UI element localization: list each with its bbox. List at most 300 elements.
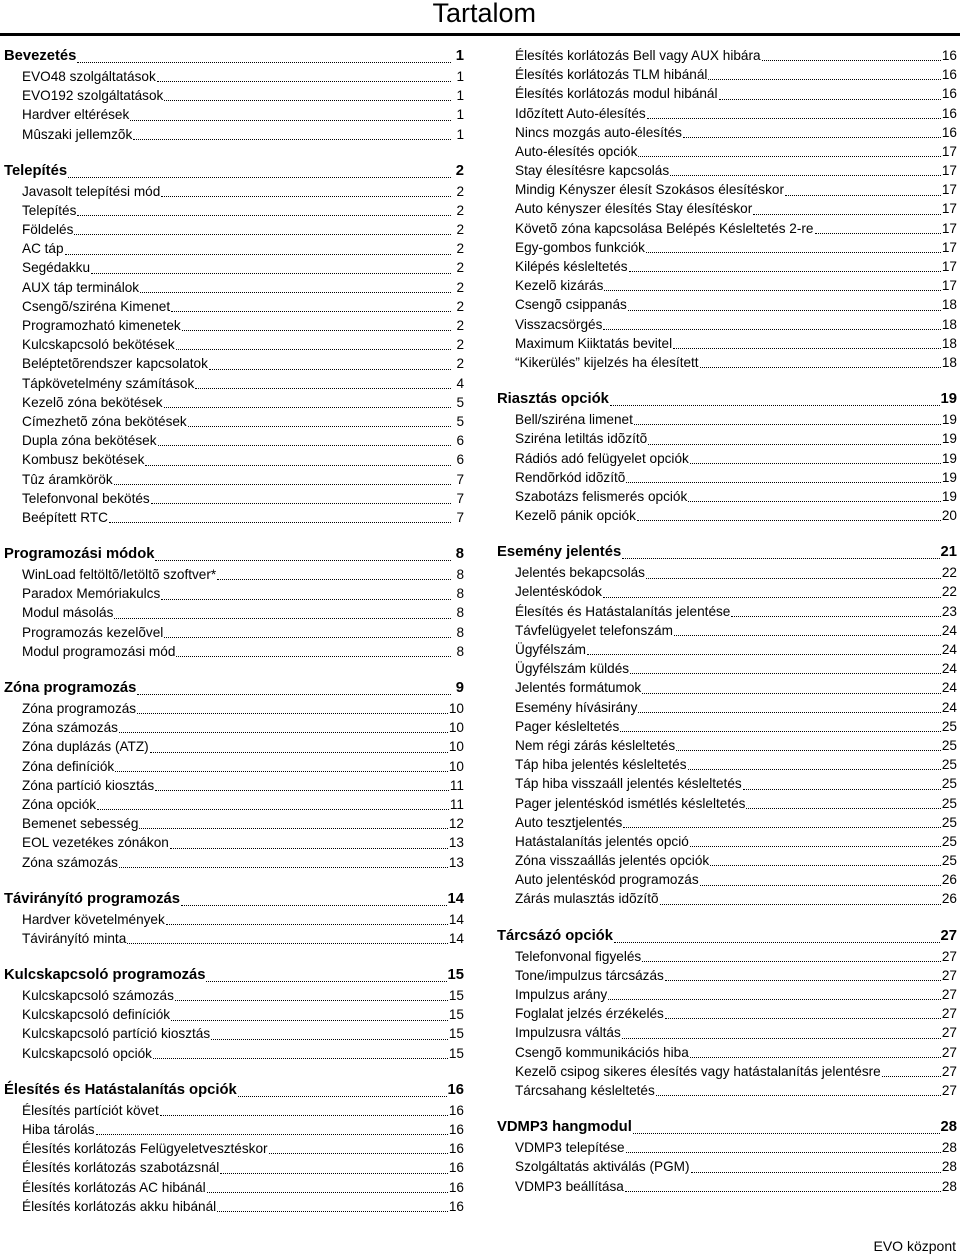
- toc-heading-page: 27: [940, 927, 957, 944]
- toc-heading-title: Kulcskapcsoló programozás: [4, 967, 206, 984]
- toc-entry[interactable]: [4, 86, 464, 105]
- toc-entry-page: 5: [456, 413, 464, 429]
- toc-entry[interactable]: [4, 1101, 464, 1120]
- toc-entry[interactable]: [497, 985, 957, 1004]
- toc-entry[interactable]: [497, 794, 957, 813]
- toc-entry-page: 28: [941, 1178, 957, 1194]
- toc-entry[interactable]: [497, 238, 957, 257]
- dot-leader: [114, 617, 451, 619]
- toc-entry[interactable]: [497, 583, 957, 602]
- toc-entry[interactable]: [4, 182, 464, 201]
- toc-entry-page: 6: [456, 433, 464, 449]
- toc-section-heading[interactable]: [4, 544, 464, 565]
- dot-leader: [731, 615, 941, 617]
- toc-entry-page: 2: [456, 202, 464, 218]
- dot-leader: [207, 1191, 448, 1193]
- dot-leader: [164, 636, 451, 638]
- toc-entry-page: 2: [456, 279, 464, 295]
- toc-entry[interactable]: [4, 259, 464, 278]
- toc-entry-title: Tárcsahang késleltetés: [515, 1082, 655, 1098]
- toc-entry[interactable]: [497, 890, 957, 909]
- toc-entry-title: Kulcskapcsoló partíció kiosztás: [22, 1026, 211, 1042]
- toc-entry-title: Foglalat jelzés érzékelés: [515, 1006, 664, 1022]
- toc-section: [4, 1080, 464, 1216]
- toc-entry-title: Dupla zóna bekötések: [22, 433, 157, 449]
- toc-entry[interactable]: [497, 563, 957, 582]
- toc-entry-title: Segédakku: [22, 260, 91, 276]
- dot-leader: [217, 578, 451, 580]
- toc-entry-page: 25: [941, 814, 957, 830]
- toc-entry[interactable]: [4, 508, 464, 527]
- toc-section: [497, 926, 957, 1101]
- toc-entry-title: Kulcskapcsoló opciók: [22, 1045, 152, 1061]
- toc-entry[interactable]: [4, 1005, 464, 1024]
- toc-entry-title: Zóna opciók: [22, 796, 97, 812]
- toc-entry[interactable]: [4, 335, 464, 354]
- toc-entry-page: 28: [941, 1159, 957, 1175]
- dot-leader: [77, 214, 451, 216]
- toc-entry-page: 16: [941, 124, 957, 140]
- toc-entry-title: Zóna definíciók: [22, 758, 115, 774]
- toc-entry[interactable]: [4, 1139, 464, 1158]
- toc-entry[interactable]: [497, 1157, 957, 1176]
- toc-entry-title: Zóna partíció kiosztás: [22, 777, 155, 793]
- toc-entry[interactable]: [4, 297, 464, 316]
- dot-leader: [656, 1094, 941, 1096]
- toc-entry-page: 23: [941, 603, 957, 619]
- toc-entry[interactable]: [4, 412, 464, 431]
- toc-entry-title: VDMP3 beállítása: [515, 1178, 624, 1194]
- toc-entry[interactable]: [4, 1044, 464, 1063]
- dot-leader: [181, 904, 447, 906]
- toc-section-heading[interactable]: [4, 1080, 464, 1101]
- toc-heading-title: VDMP3 hangmodul: [497, 1119, 632, 1136]
- toc-entry[interactable]: [497, 1177, 957, 1196]
- toc-entry-page: 16: [941, 67, 957, 83]
- toc-entry-page: 1: [456, 126, 464, 142]
- dot-leader: [614, 941, 940, 943]
- toc-entry-title: Jelentés formátumok: [515, 680, 642, 696]
- dot-leader: [700, 366, 941, 368]
- toc-entry[interactable]: [4, 623, 464, 642]
- toc-entry-title: Pager jelentéskód ismétlés késleltetés: [515, 795, 746, 811]
- toc-entry-page: 11: [449, 777, 464, 793]
- toc-entry-title: Kezelõ pánik opciók: [515, 508, 636, 524]
- toc-entry[interactable]: [497, 276, 957, 295]
- toc-entry[interactable]: [497, 506, 957, 525]
- dot-leader: [65, 253, 451, 255]
- toc-entry-title: Ügyfélszám küldés: [515, 661, 630, 677]
- dot-leader: [708, 78, 940, 80]
- dot-leader: [603, 328, 940, 330]
- toc-entry-page: 26: [941, 891, 957, 907]
- dot-leader: [622, 557, 939, 559]
- toc-entry[interactable]: [4, 1025, 464, 1044]
- toc-entry-page: 11: [449, 796, 464, 812]
- toc-entry[interactable]: [497, 429, 957, 448]
- toc-heading-title: Programozási módok: [4, 546, 155, 563]
- dot-leader: [610, 404, 940, 406]
- toc-entry[interactable]: [4, 833, 464, 852]
- toc-entry-page: 16: [941, 86, 957, 102]
- dot-leader: [160, 1114, 448, 1116]
- toc-entry[interactable]: [497, 698, 957, 717]
- toc-entry[interactable]: [4, 910, 464, 929]
- toc-entry-page: 24: [941, 680, 957, 696]
- toc-entry[interactable]: [4, 450, 464, 469]
- toc-entry[interactable]: [497, 142, 957, 161]
- toc-entry[interactable]: [4, 795, 464, 814]
- dot-leader: [188, 425, 451, 427]
- dot-leader: [634, 423, 941, 425]
- toc-entry-title: Zóna duplázás (ATZ): [22, 739, 149, 755]
- toc-entry[interactable]: [497, 640, 957, 659]
- toc-entry-title: “Kikerülés” kijelzés ha élesített: [515, 354, 699, 370]
- dot-leader: [815, 232, 941, 234]
- toc-entry[interactable]: [497, 468, 957, 487]
- toc-entry[interactable]: [4, 316, 464, 335]
- dot-leader: [161, 598, 451, 600]
- toc-section-heading[interactable]: [4, 965, 464, 986]
- toc-entry-title: Impulzus arány: [515, 987, 608, 1003]
- dot-leader: [68, 176, 451, 178]
- toc-entry[interactable]: [497, 947, 957, 966]
- toc-entry-title: Nem régi zárás késleltetés: [515, 737, 676, 753]
- toc-entry[interactable]: [497, 334, 957, 353]
- toc-heading-page: 14: [447, 890, 464, 907]
- dot-leader: [176, 655, 451, 657]
- dot-leader: [642, 692, 941, 694]
- dot-leader: [683, 136, 941, 138]
- dot-leader: [646, 251, 941, 253]
- toc-entry-title: AUX táp terminálok: [22, 279, 140, 295]
- toc-entry-page: 18: [941, 354, 957, 370]
- dot-leader: [127, 942, 448, 944]
- toc-entry-page: 19: [941, 488, 957, 504]
- toc-entry[interactable]: [4, 220, 464, 239]
- toc-entry-page: 27: [941, 1044, 957, 1060]
- toc-entry-page: 8: [456, 624, 464, 640]
- toc-heading-page: 2: [455, 162, 464, 179]
- toc-entry-page: 27: [941, 948, 957, 964]
- dot-leader: [153, 1057, 448, 1059]
- toc-entry-page: 25: [941, 718, 957, 734]
- toc-entry[interactable]: [497, 966, 957, 985]
- toc-left-column: [4, 46, 464, 1233]
- toc-entry[interactable]: [4, 929, 464, 948]
- toc-entry[interactable]: [4, 584, 464, 603]
- toc-entry[interactable]: [4, 1120, 464, 1139]
- dot-leader: [133, 138, 451, 140]
- dot-leader: [157, 80, 451, 82]
- toc-entry-title: Táp hiba jelentés késleltetés: [515, 757, 687, 773]
- toc-entry-page: 12: [448, 816, 464, 832]
- toc-entry-title: Hardver követelmények: [22, 911, 165, 927]
- toc-entry-title: Távfelügyelet telefonszám: [515, 622, 673, 638]
- toc-entry[interactable]: [4, 489, 464, 508]
- dot-leader: [140, 291, 451, 293]
- toc-entry[interactable]: [4, 278, 464, 297]
- toc-entry-title: Élesítés és Hatástalanítás jelentése: [515, 603, 731, 619]
- dot-leader: [626, 481, 941, 483]
- dot-leader: [238, 1095, 447, 1097]
- toc-entry-title: Paradox Memóriakulcs: [22, 586, 161, 602]
- dot-leader: [77, 61, 451, 63]
- toc-entry-page: 16: [448, 1160, 464, 1176]
- toc-heading-page: 21: [940, 544, 957, 561]
- toc-entry-page: 15: [448, 988, 464, 1004]
- toc-entry[interactable]: [4, 718, 464, 737]
- toc-entry[interactable]: [497, 180, 957, 199]
- toc-entry-title: Auto tesztjelentés: [515, 814, 623, 830]
- toc-section-heading[interactable]: [4, 46, 464, 67]
- toc-entry[interactable]: [497, 65, 957, 84]
- toc-entry[interactable]: [497, 736, 957, 755]
- toc-entry-title: EOL vezetékes zónákon: [22, 835, 169, 851]
- toc-entry-title: Élesítés partíciót követ: [22, 1102, 159, 1118]
- toc-entry-title: Jelentés bekapcsolás: [515, 565, 645, 581]
- toc-entry[interactable]: [497, 755, 957, 774]
- page-footer: EVO központ: [873, 1238, 956, 1254]
- toc-entry[interactable]: [497, 104, 957, 123]
- dot-leader: [665, 979, 941, 981]
- toc-entry[interactable]: [4, 393, 464, 412]
- toc-entry-page: 22: [941, 565, 957, 581]
- toc-entry[interactable]: [497, 1043, 957, 1062]
- toc-entry-title: Kilépés késleltetés: [515, 259, 628, 275]
- dot-leader: [211, 1038, 448, 1040]
- toc-entry[interactable]: [497, 123, 957, 142]
- toc-entry[interactable]: [497, 659, 957, 678]
- toc-entry-page: 28: [941, 1140, 957, 1156]
- toc-entry[interactable]: [4, 776, 464, 795]
- toc-entry[interactable]: [4, 374, 464, 393]
- toc-entry-page: 17: [941, 278, 957, 294]
- toc-entry-title: Bemenet sebesség: [22, 816, 139, 832]
- toc-entry[interactable]: [497, 621, 957, 640]
- toc-entry[interactable]: [4, 565, 464, 584]
- toc-entry[interactable]: [497, 410, 957, 429]
- toc-section: [497, 1117, 957, 1196]
- dot-leader: [74, 233, 451, 235]
- toc-entry-page: 15: [448, 1045, 464, 1061]
- toc-entry-page: 10: [448, 720, 464, 736]
- toc-entry[interactable]: [497, 84, 957, 103]
- toc-entry-title: Idõzített Auto-élesítés: [515, 105, 646, 121]
- dot-leader: [158, 444, 451, 446]
- toc-entry-title: Hiba tárolás: [22, 1122, 95, 1138]
- dot-leader: [660, 903, 941, 905]
- dot-leader: [690, 462, 941, 464]
- toc-heading-title: Élesítés és Hatástalanítás opciók: [4, 1081, 237, 1098]
- dot-leader: [638, 155, 940, 157]
- toc-entry-page: 15: [448, 1007, 464, 1023]
- toc-entry-page: 18: [941, 297, 957, 313]
- dot-leader: [647, 117, 941, 119]
- toc-entry[interactable]: [497, 851, 957, 870]
- toc-heading-page: 1: [455, 48, 464, 64]
- dot-leader: [762, 59, 941, 61]
- toc-entry-page: 10: [448, 758, 464, 774]
- toc-entry[interactable]: [4, 1158, 464, 1177]
- toc-entry[interactable]: [497, 813, 957, 832]
- toc-entry[interactable]: [4, 1197, 464, 1216]
- toc-entry[interactable]: [497, 295, 957, 314]
- toc-entry-title: Csengõ csippanás: [515, 297, 627, 313]
- toc-entry[interactable]: [497, 717, 957, 736]
- dot-leader: [753, 213, 941, 215]
- toc-entry-page: 10: [448, 739, 464, 755]
- toc-entry[interactable]: [497, 487, 957, 506]
- dot-leader: [161, 195, 451, 197]
- toc-entry-page: 24: [941, 661, 957, 677]
- toc-entry-title: Beléptetõrendszer kapcsolatok: [22, 356, 208, 372]
- dot-leader: [171, 1019, 448, 1021]
- toc-entry[interactable]: [4, 853, 464, 872]
- toc-entry-title: Kezelõ kizárás: [515, 278, 604, 294]
- toc-entry[interactable]: [4, 239, 464, 258]
- toc-section: [4, 161, 464, 527]
- dot-leader: [119, 866, 448, 868]
- toc-entry-page: 20: [941, 508, 957, 524]
- dot-leader: [623, 826, 941, 828]
- dot-leader: [688, 768, 941, 770]
- toc-section-heading[interactable]: [4, 678, 464, 699]
- toc-entry-page: 16: [448, 1179, 464, 1195]
- dot-leader: [130, 119, 451, 121]
- toc-entry-title: Élesítés korlátozás AC hibánál: [22, 1179, 206, 1195]
- toc-entry[interactable]: [4, 354, 464, 373]
- toc-entry-title: Követõ zóna kapcsolása Belépés Késleltetés 2-re: [515, 220, 814, 236]
- toc-heading-title: Távirányító programozás: [4, 890, 180, 907]
- toc-entry-title: Telefonvonal bekötés: [22, 490, 150, 506]
- toc-entry-page: 2: [456, 260, 464, 276]
- toc-entry[interactable]: [497, 870, 957, 889]
- toc-entry-page: 24: [941, 622, 957, 638]
- toc-entry[interactable]: [4, 1178, 464, 1197]
- toc-entry[interactable]: [497, 1004, 957, 1023]
- toc-entry-title: Élesítés korlátozás akku hibánál: [22, 1198, 217, 1214]
- toc-section-heading[interactable]: [497, 542, 957, 563]
- toc-entry-page: 2: [456, 298, 464, 314]
- toc-entry-page: 8: [456, 643, 464, 659]
- toc-entry[interactable]: [4, 757, 464, 776]
- toc-entry[interactable]: [497, 161, 957, 180]
- toc-entry[interactable]: [497, 315, 957, 334]
- dot-leader: [155, 559, 451, 561]
- toc-entry[interactable]: [4, 642, 464, 661]
- dot-leader: [638, 711, 940, 713]
- dot-leader: [620, 730, 941, 732]
- dot-leader: [217, 1210, 448, 1212]
- dot-leader: [269, 1152, 448, 1154]
- dot-leader: [175, 999, 448, 1001]
- dot-leader: [622, 1037, 941, 1039]
- dot-leader: [96, 1133, 448, 1135]
- dot-leader: [719, 98, 941, 100]
- toc-entry-page: 8: [456, 605, 464, 621]
- toc-heading-title: Esemény jelentés: [497, 544, 622, 561]
- toc-entry[interactable]: [4, 105, 464, 124]
- toc-entry-title: Zóna számozás: [22, 854, 118, 870]
- toc-entry[interactable]: [497, 219, 957, 238]
- toc-entry[interactable]: [497, 1062, 957, 1081]
- toc-entry[interactable]: [4, 814, 464, 833]
- toc-entry[interactable]: [497, 353, 957, 372]
- dot-leader: [603, 596, 941, 598]
- toc-entry-title: Ügyfélszám: [515, 642, 587, 658]
- toc-entry-page: 17: [941, 259, 957, 275]
- dot-leader: [637, 519, 941, 521]
- dot-leader: [630, 672, 941, 674]
- toc-entry[interactable]: [497, 257, 957, 276]
- toc-entry-page: 17: [941, 143, 957, 159]
- toc-entry-page: 2: [456, 241, 464, 257]
- toc-section-heading[interactable]: [497, 926, 957, 947]
- toc-entry[interactable]: [497, 774, 957, 793]
- toc-entry[interactable]: [497, 678, 957, 697]
- toc-entry-page: 17: [941, 220, 957, 236]
- toc-section-heading[interactable]: [497, 1117, 957, 1138]
- toc-entry-page: 19: [941, 450, 957, 466]
- toc-entry-title: Kulcskapcsoló definíciók: [22, 1007, 171, 1023]
- dot-leader: [170, 847, 448, 849]
- toc-entry[interactable]: [4, 67, 464, 86]
- toc-section-heading[interactable]: [497, 389, 957, 410]
- toc-entry[interactable]: [4, 431, 464, 450]
- toc-heading-page: 16: [447, 1081, 464, 1098]
- dot-leader: [882, 1075, 941, 1077]
- toc-entry-title: Javasolt telepítési mód: [22, 183, 161, 199]
- toc-entry[interactable]: [4, 604, 464, 623]
- toc-section-heading[interactable]: [4, 161, 464, 182]
- toc-section: [4, 544, 464, 661]
- toc-entry-title: WinLoad feltöltõ/letöltõ szoftver*: [22, 567, 217, 583]
- toc-entry[interactable]: [497, 602, 957, 621]
- toc-section-heading[interactable]: [4, 889, 464, 910]
- toc-entry-title: Élesítés korlátozás modul hibánál: [515, 86, 718, 102]
- toc-entry[interactable]: [497, 200, 957, 219]
- toc-entry-page: 24: [941, 699, 957, 715]
- toc-entry-title: Tápkövetelmény számítások: [22, 375, 195, 391]
- toc-entry-page: 6: [456, 452, 464, 468]
- toc-entry-page: 13: [448, 835, 464, 851]
- toc-entry[interactable]: [497, 449, 957, 468]
- toc-entry[interactable]: [4, 125, 464, 144]
- toc-entry[interactable]: [497, 832, 957, 851]
- toc-entry-title: Modul programozási mód: [22, 643, 176, 659]
- dot-leader: [151, 502, 451, 504]
- toc-entry[interactable]: [497, 1138, 957, 1157]
- toc-entry[interactable]: [4, 201, 464, 220]
- toc-entry[interactable]: [4, 699, 464, 718]
- toc-entry-page: 27: [941, 967, 957, 983]
- toc-entry-page: 22: [941, 584, 957, 600]
- toc-entry-page: 16: [941, 47, 957, 63]
- toc-entry[interactable]: [4, 470, 464, 489]
- title-rule: [0, 33, 960, 36]
- dot-leader: [700, 884, 941, 886]
- toc-entry[interactable]: [497, 1081, 957, 1100]
- toc-entry-title: Csengõ/sziréna Kimenet: [22, 298, 171, 314]
- toc-entry-page: 17: [941, 182, 957, 198]
- toc-entry[interactable]: [4, 737, 464, 756]
- toc-entry[interactable]: [4, 986, 464, 1005]
- toc-entry-title: Rendõrkód idõzítõ: [515, 469, 626, 485]
- toc-entry[interactable]: [497, 46, 957, 65]
- toc-entry[interactable]: [497, 1023, 957, 1042]
- toc-entry-title: Kezelõ csipog sikeres élesítés vagy hatástalanítás jelentésre: [515, 1063, 881, 1079]
